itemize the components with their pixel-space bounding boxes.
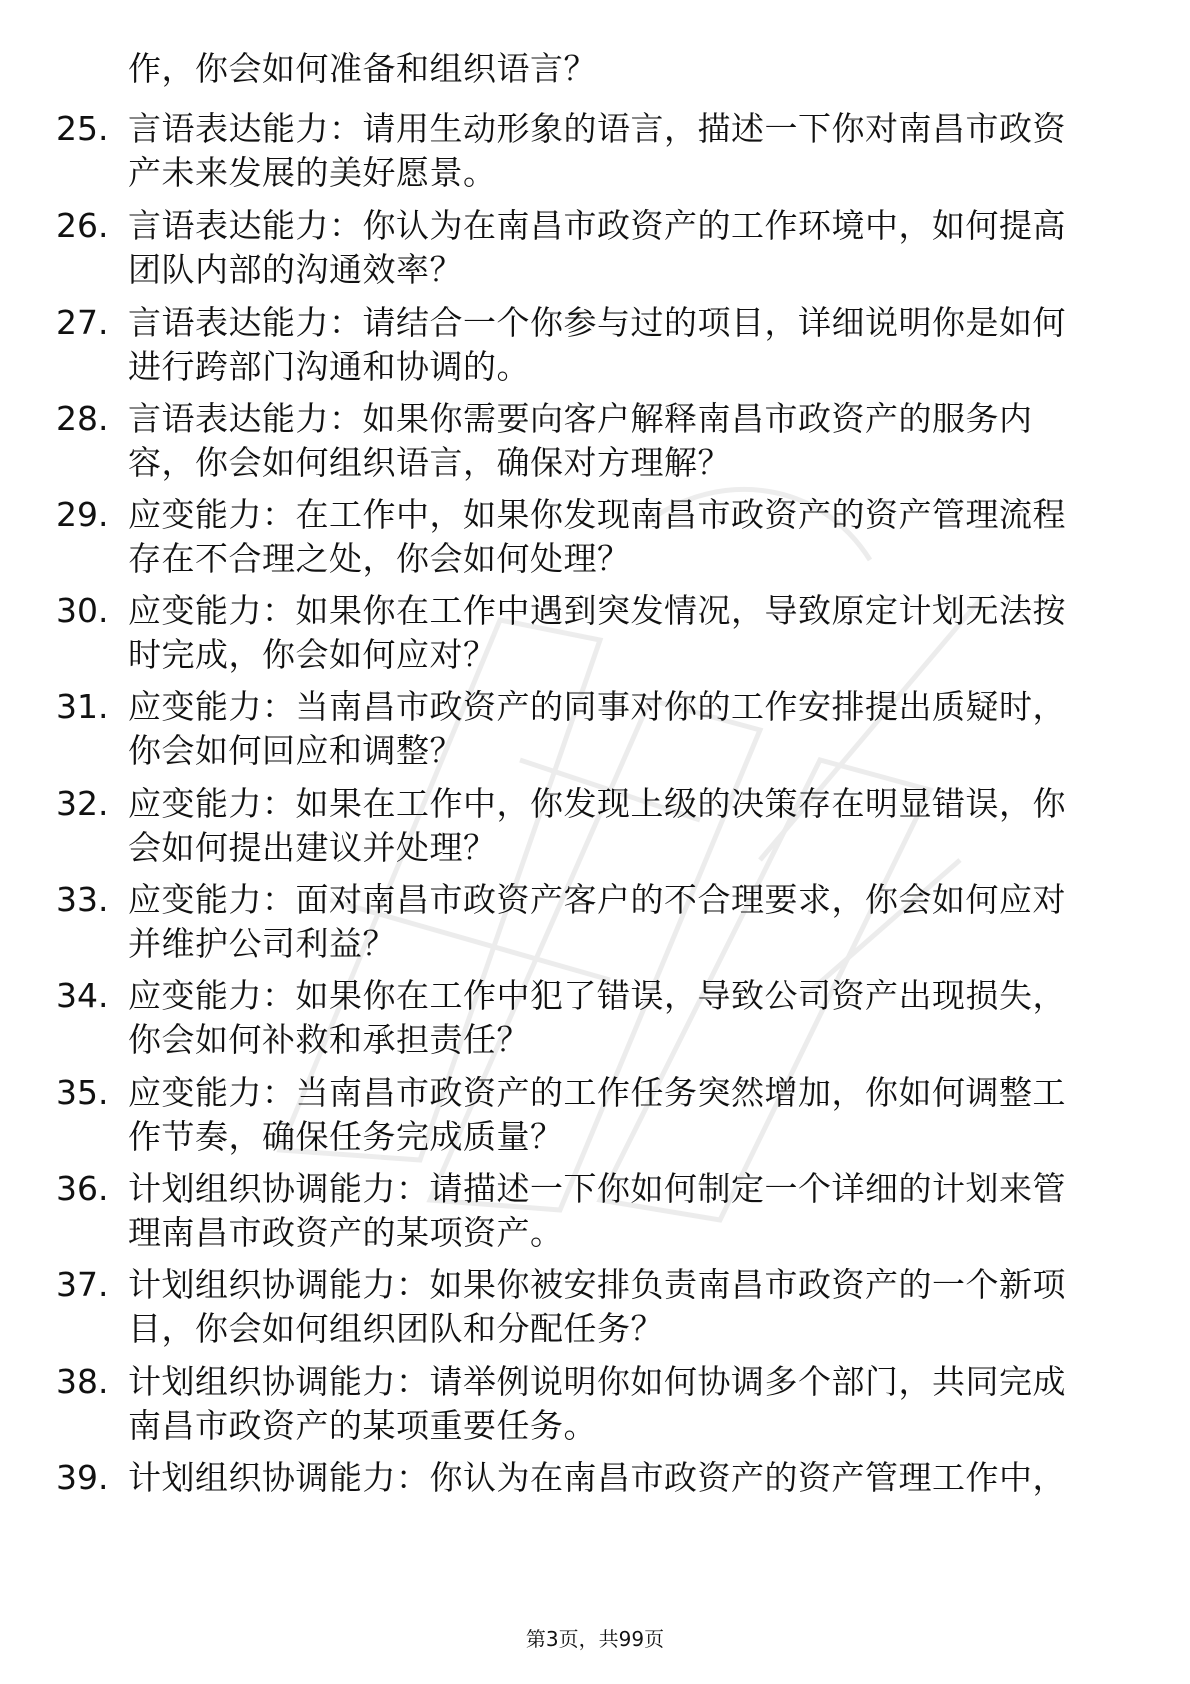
question-text-line1: 应变能力：如果你在工作中犯了错误，导致公司资产出现损失， (128, 976, 1066, 1015)
question-text-line1: 应变能力：当南昌市政资产的同事对你的工作安排提出质疑时， (128, 687, 1066, 726)
question-text-line1: 应变能力：如果在工作中，你发现上级的决策存在明显错误，你 (128, 784, 1066, 823)
question-number: 39. (56, 1458, 109, 1497)
question-number: 32. (56, 784, 109, 823)
question-text-line2: 并维护公司利益？ (128, 924, 396, 963)
question-text-line1: 应变能力：在工作中，如果你发现南昌市政资产的资产管理流程 (128, 495, 1066, 534)
question-number: 38. (56, 1362, 109, 1401)
question-text-line1: 言语表达能力：请结合一个你参与过的项目，详细说明你是如何 (128, 303, 1066, 342)
continuation-line: 作，你会如何准备和组织语言？ (128, 49, 597, 88)
question-text-line2: 团队内部的沟通效率？ (128, 250, 463, 289)
question-number: 30. (56, 591, 109, 630)
question-text-line1: 言语表达能力：如果你需要向客户解释南昌市政资产的服务内 (128, 399, 1033, 438)
question-number: 36. (56, 1169, 109, 1208)
question-text-line1: 应变能力：如果你在工作中遇到突发情况，导致原定计划无法按 (128, 591, 1066, 630)
page-footer: 第3页，共99页 (525, 1627, 665, 1651)
question-number: 27. (56, 303, 109, 342)
question-text-line2: 南昌市政资产的某项重要任务。 (128, 1406, 597, 1445)
question-number: 25. (56, 109, 109, 148)
question-text-line1: 言语表达能力：请用生动形象的语言，描述一下你对南昌市政资 (128, 109, 1066, 148)
question-number: 31. (56, 687, 109, 726)
question-number: 26. (56, 206, 109, 245)
question-text-line1: 计划组织协调能力：请描述一下你如何制定一个详细的计划来管 (128, 1169, 1066, 1208)
question-number: 34. (56, 976, 109, 1015)
question-text-line2: 作节奏，确保任务完成质量？ (128, 1117, 564, 1156)
question-number: 37. (56, 1265, 109, 1304)
question-text-line2: 你会如何补救和承担责任？ (128, 1020, 530, 1059)
question-text-line2: 进行跨部门沟通和协调的。 (128, 347, 530, 386)
question-text-line1: 应变能力：面对南昌市政资产客户的不合理要求，你会如何应对 (128, 880, 1066, 919)
question-text-line1: 计划组织协调能力：请举例说明你如何协调多个部门，共同完成 (128, 1362, 1066, 1401)
question-text-line2: 时完成，你会如何应对？ (128, 635, 497, 674)
question-number: 28. (56, 399, 109, 438)
question-number: 35. (56, 1073, 109, 1112)
question-text-line2: 容，你会如何组织语言，确保对方理解？ (128, 443, 731, 482)
question-text-line2: 理南昌市政资产的某项资产。 (128, 1213, 564, 1252)
question-text-line1: 计划组织协调能力：你认为在南昌市政资产的资产管理工作中， (128, 1458, 1066, 1497)
question-text-line1: 言语表达能力：你认为在南昌市政资产的工作环境中，如何提高 (128, 206, 1066, 245)
question-text-line2: 产未来发展的美好愿景。 (128, 153, 497, 192)
question-text-line2: 目，你会如何组织团队和分配任务？ (128, 1309, 664, 1348)
question-text-line1: 应变能力：当南昌市政资产的工作任务突然增加，你如何调整工 (128, 1073, 1066, 1112)
question-text-line2: 会如何提出建议并处理？ (128, 828, 497, 867)
question-number: 33. (56, 880, 109, 919)
question-text-line2: 你会如何回应和调整？ (128, 731, 463, 770)
question-text-line2: 存在不合理之处，你会如何处理？ (128, 539, 631, 578)
question-number: 29. (56, 495, 109, 534)
question-text-line1: 计划组织协调能力：如果你被安排负责南昌市政资产的一个新项 (128, 1265, 1066, 1304)
